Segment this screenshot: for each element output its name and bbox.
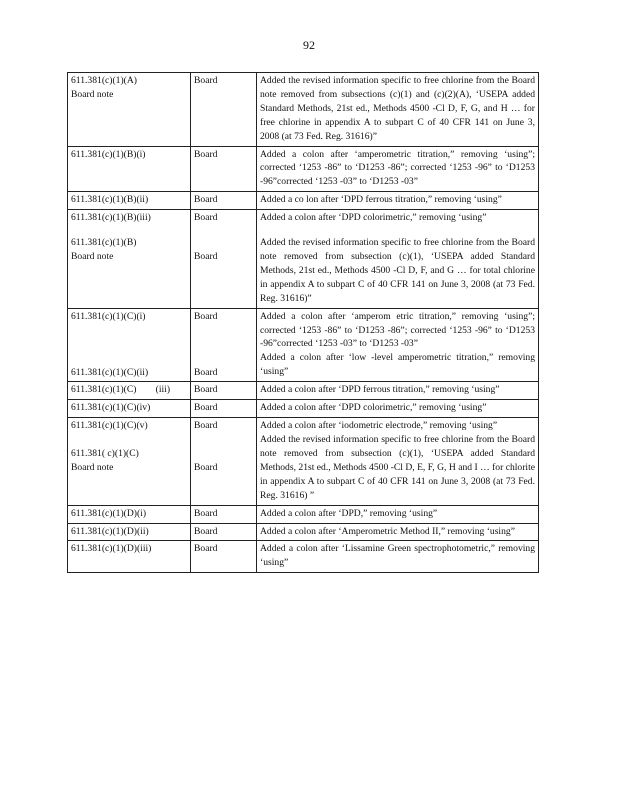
section-cell: 611.381(c)(1)(C)(iv)	[68, 400, 191, 418]
source-cell: Board Board	[191, 418, 257, 505]
table-row	[68, 418, 539, 505]
action-cell: Added a colon after ‘DPD,” removing ‘using”	[257, 505, 539, 523]
table-row	[68, 505, 539, 523]
section-cell: 611.381(c)(1)(B)(ii)	[68, 192, 191, 210]
amendments-table	[67, 72, 539, 573]
action-cell: Added a colon after ‘Amperometric Method II,” removing ‘using”	[257, 523, 539, 541]
action-cell: Added a colon after ‘DPD colorimetric,” removing ‘using”	[257, 400, 539, 418]
action-cell: Added the revised information specific to free chlorine from the Board note removed from subsections (c)(1) and (c)(2)(A), ‘USEPA added Standard Methods, 21st ed., Methods 4500 -Cl D, F, G, and H … for free chlorine in appendix A to subpart C of 40 CFR 141 on June 3, 2008 (at 73 Fed. Reg. 31616)”	[257, 73, 539, 147]
table-row	[68, 382, 539, 400]
table-row	[68, 210, 539, 308]
table-row	[68, 400, 539, 418]
source-cell: Board	[191, 400, 257, 418]
action-cell: Added a colon after ‘amperometric titration,” removing ‘using”; corrected ‘1253 -86” to ‘D1253 -86”; corrected ‘1253 -96” to ‘D1253 -96”corrected ‘1253 -03” to ‘D1253 -03”	[257, 146, 539, 192]
section-cell: 611.381(c)(1)(D)(iii)	[68, 541, 191, 573]
source-cell: Board	[191, 505, 257, 523]
source-cell: Board	[191, 192, 257, 210]
action-cell: Added a colon after ‘amperom etric titration,” removing ‘using”; corrected ‘1253 -86” to ‘D1253 -86”; corrected ‘1253 -96” to ‘D1253 -96”corrected ‘1253 -03” to ‘D1253 -03” Added a colon after ‘low -level amperometric titration,” removing ‘using”	[257, 308, 539, 382]
section-cell: 611.381(c)(1)(A) Board note	[68, 73, 191, 147]
source-cell: Board	[191, 73, 257, 147]
action-cell: Added a colon after ‘iodometric electrode,” removing ‘using” Added the revised information specific to free chlorine from the Board note removed from subsection (c)(1), ‘USEPA added Standard Methods, 21st ed., Methods 4500 -Cl D, E, F, G, H and I … for chlorite in appendix A to subpart C of 40 CFR 141 on June 3, 2008 (at 73 Fed. Reg. 31616) ”	[257, 418, 539, 505]
section-cell: 611.381(c)(1)(D)(ii)	[68, 523, 191, 541]
source-cell: Board	[191, 382, 257, 400]
table-row	[68, 541, 539, 573]
action-cell: Added a colon after ‘DPD ferrous titration,” removing ‘using”	[257, 382, 539, 400]
table-row	[68, 308, 539, 382]
source-cell: Board Board	[191, 308, 257, 382]
section-cell: 611.381(c)(1)(C)(v) 611.381( c)(1)(C) Board note	[68, 418, 191, 505]
source-cell: Board	[191, 541, 257, 573]
section-cell: 611.381(c)(1)(C)(i) 611.381(c)(1)(C)(ii)	[68, 308, 191, 382]
action-cell: Added a colon after ‘DPD colorimetric,” removing ‘using” Added the revised information specific to free chlorine from the Board note removed from subsection (c)(1), ‘USEPA added Standard Methods, 21st ed., Methods 4500 -Cl D, F, and G … for total chlorine in appendix A to subpart C of 40 CFR 141 on June 3, 2008 (at 73 Fed. Reg. 31616)”	[257, 210, 539, 308]
table-row	[68, 73, 539, 147]
source-cell: Board Board	[191, 210, 257, 308]
section-cell: 611.381(c)(1)(B)(i)	[68, 146, 191, 192]
section-cell: 611.381(c)(1)(B)(iii) 611.381(c)(1)(B) Board note	[68, 210, 191, 308]
section-cell: 611.381(c)(1)(D)(i)	[68, 505, 191, 523]
table-row	[68, 192, 539, 210]
action-cell: Added a co lon after ‘DPD ferrous titration,” removing ‘using”	[257, 192, 539, 210]
section-cell: 611.381(c)(1)(C) (iii)	[68, 382, 191, 400]
source-cell: Board	[191, 523, 257, 541]
table-row	[68, 523, 539, 541]
table-row	[68, 146, 539, 192]
source-cell: Board	[191, 146, 257, 192]
page-number: 92	[303, 38, 315, 52]
action-cell: Added a colon after ‘Lissamine Green spectrophotometric,” removing ‘using”	[257, 541, 539, 573]
